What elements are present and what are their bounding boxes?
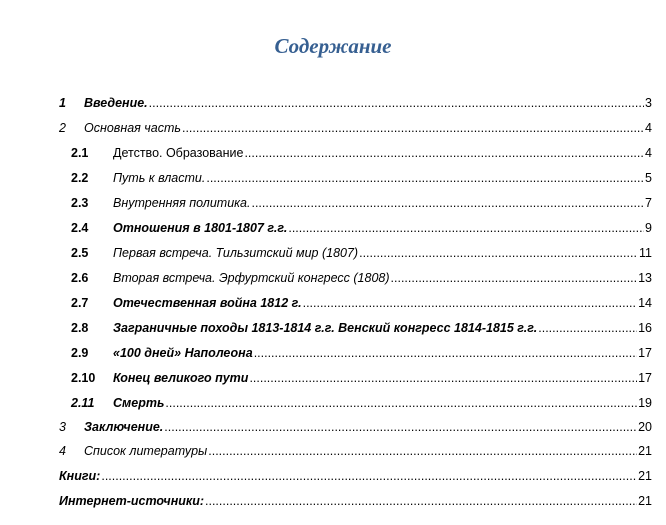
toc-entry-page: 17 [638,346,652,360]
toc-entry-page: 21 [638,444,652,458]
toc-entry-page: 20 [638,420,652,434]
toc-leader-dots [208,442,637,460]
toc-entry-internet-sources[interactable] [0,492,666,510]
toc-entry-label: Путь к власти. [113,171,206,185]
toc-entry-number: 2.5 [71,246,89,260]
toc-entry-label: Заграничные походы 1813-1814 г.г. Венский конгресс 1814-1815 г.г. [113,321,538,335]
toc-entry-page: 21 [638,469,652,483]
toc-entry-label: Интернет-источники: [59,494,205,508]
toc-leader-dots [244,144,644,162]
toc-entry-number: 2.6 [71,271,89,285]
toc-entry-books[interactable] [0,467,666,485]
toc-entry-domestic-policy[interactable] [0,194,666,212]
toc-entry-patriotic-war[interactable] [0,294,666,312]
toc-entry-number: 2.2 [71,171,89,185]
toc-entry-bibliography[interactable] [0,442,666,460]
toc-entry-label: Первая встреча. Тильзитский мир (1807) [113,246,359,260]
toc-entry-page: 9 [645,221,652,235]
toc-entry-page: 16 [638,321,652,335]
toc-leader-dots [359,244,638,262]
toc-entry-number: 3 [59,420,66,434]
toc-entry-number: 2.3 [71,196,89,210]
toc-title: Содержание [274,34,392,58]
toc-leader-dots [249,369,637,387]
toc-entry-path-to-power[interactable] [0,169,666,187]
toc-entry-number: 2 [59,121,66,135]
toc-entry-page: 11 [639,246,652,260]
toc-leader-dots [182,119,644,137]
toc-entry-page: 3 [645,96,652,110]
toc-entry-page: 14 [638,296,652,310]
toc-leader-dots [391,269,638,287]
toc-leader-dots [205,492,637,510]
toc-entry-label: Заключение. [84,420,164,434]
toc-entry-label: Введение. [84,96,148,110]
toc-entry-label: Отношения в 1801-1807 г.г. [113,221,288,235]
toc-entry-number: 1 [59,96,66,110]
toc-entry-page: 5 [645,171,652,185]
toc-entry-main-part[interactable] [0,119,666,137]
toc-entry-introduction[interactable] [0,94,666,112]
toc-entry-first-meeting[interactable] [0,244,666,262]
toc-entry-label: Отечественная война 1812 г. [113,296,302,310]
toc-leader-dots [251,194,644,212]
toc-entry-page: 19 [638,396,652,410]
toc-entry-second-meeting[interactable] [0,269,666,287]
toc-entry-end-of-path[interactable] [0,369,666,387]
toc-entry-label: Конец великого пути [113,371,249,385]
toc-leader-dots [254,344,637,362]
toc-entry-childhood[interactable] [0,144,666,162]
toc-entry-page: 21 [638,494,652,508]
toc-entry-number: 2.9 [71,346,89,360]
toc-entry-death[interactable] [0,394,666,412]
toc-entry-number: 2.7 [71,296,89,310]
toc-entry-page: 13 [638,271,652,285]
toc-leader-dots [206,169,644,187]
toc-entry-number: 2.1 [71,146,89,160]
toc-entry-page: 7 [645,196,652,210]
toc-entry-number: 2.10 [71,371,96,385]
toc-leader-dots [101,467,637,485]
toc-entry-label: Детство. Образование [113,146,244,160]
toc-entry-label: Вторая встреча. Эрфуртский конгресс (1808) [113,271,390,285]
toc-leader-dots [164,418,637,436]
toc-entry-label: Внутренняя политика. [113,196,251,210]
toc-leader-dots [149,94,644,112]
toc-entry-hundred-days[interactable] [0,344,666,362]
toc-entry-number: 2.11 [71,396,95,410]
toc-entry-label: «100 дней» Наполеона [113,346,253,360]
toc-entry-number: 2.4 [71,221,89,235]
toc-entry-conclusion[interactable] [0,418,666,436]
toc-entry-number: 4 [59,444,66,458]
toc-leader-dots [288,219,644,237]
toc-entry-page: 4 [645,146,652,160]
toc-entry-foreign-campaigns[interactable] [0,319,666,337]
toc-leader-dots [303,294,638,312]
toc-entry-label: Основная часть [84,121,181,135]
toc-entry-label: Книги: [59,469,101,483]
toc-leader-dots [538,319,637,337]
toc-entry-page: 17 [638,371,652,385]
toc-leader-dots [165,394,637,412]
toc-entry-label: Список литературы [84,444,208,458]
toc-entry-number: 2.8 [71,321,89,335]
toc-entry-page: 4 [645,121,652,135]
toc-entry-label: Смерть [113,396,165,410]
toc-entry-relations[interactable] [0,219,666,237]
